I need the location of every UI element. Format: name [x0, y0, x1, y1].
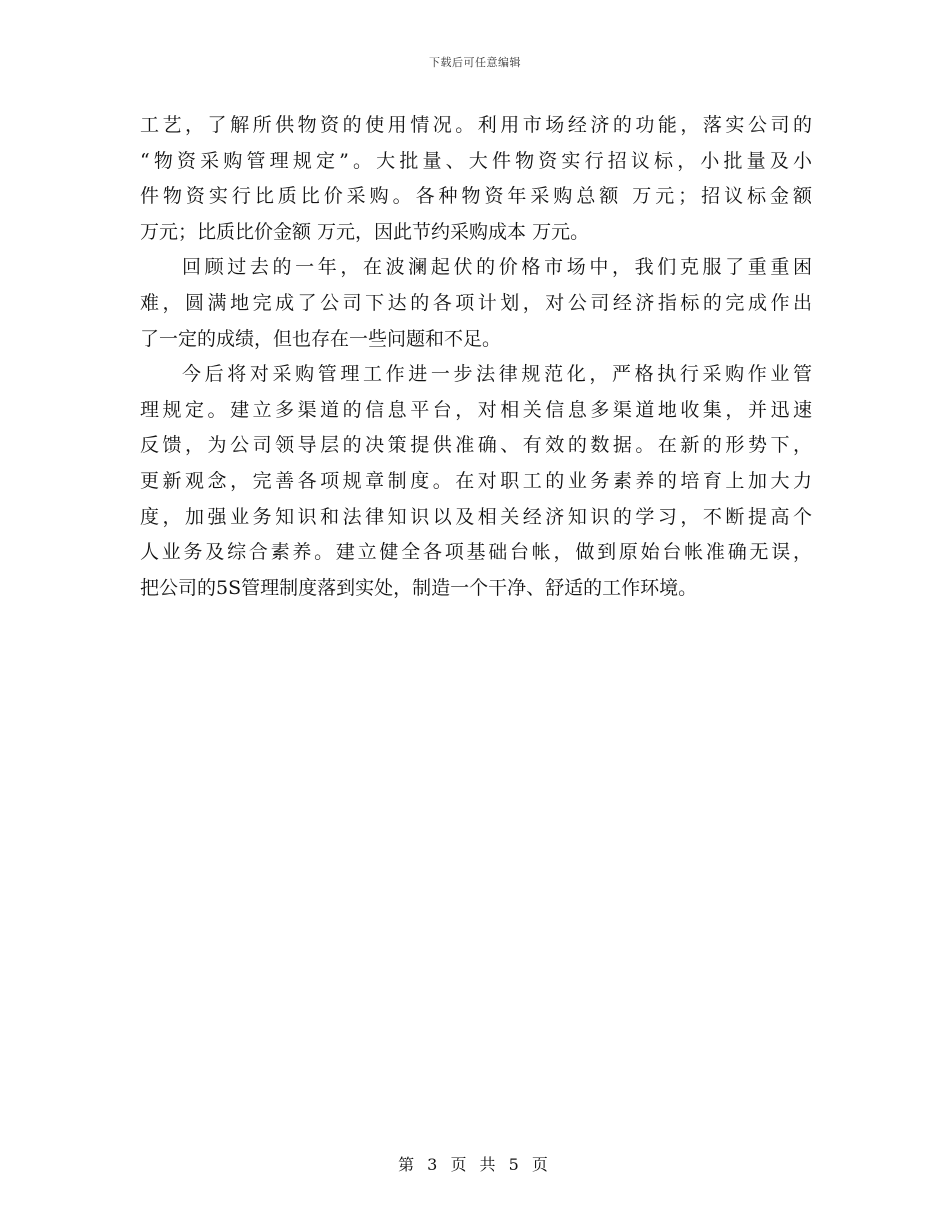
paragraph-1 [140, 108, 812, 250]
text-line: 度，加强业务知识和法律知识以及相关经济知识的学习，不断提高个 [140, 505, 812, 528]
text-line: 回顾过去的一年，在波澜起伏的价格市场中，我们克服了重重困 [182, 256, 812, 279]
text-line: 把公司的5S管理制度落到实处，制造一个干净、舒适的工作环境。 [140, 576, 698, 599]
paragraph-3 [140, 357, 812, 606]
page-number: 第 3 页 共 5 页 [398, 1155, 552, 1174]
text-line: 件物资实行比质比价采购。各种物资年采购总额 万元；招议标金额 [140, 185, 812, 208]
text-line: 了一定的成绩，但也存在一些问题和不足。 [140, 327, 502, 350]
text-line: 更新观念，完善各项规章制度。在对职工的业务素养的培育上加大力 [140, 469, 812, 492]
text-line: 反馈，为公司领导层的决策提供准确、有效的数据。在新的形势下， [140, 434, 812, 457]
text-line: 难，圆满地完成了公司下达的各项计划，对公司经济指标的完成作出 [140, 291, 812, 314]
paragraph-2 [140, 250, 812, 357]
page-header: 下载后可任意编辑 [429, 56, 521, 69]
document-body [140, 108, 812, 606]
text-line: 今后将对采购管理工作进一步法律规范化，严格执行采购作业管 [182, 363, 812, 386]
text-line: 工艺，了解所供物资的使用情况。利用市场经济的功能，落实公司的 [140, 114, 812, 136]
text-line: 人业务及综合素养。建立健全各项基础台帐，做到原始台帐准确无误， [140, 541, 812, 564]
text-line: “物资采购管理规定”。大批量、大件物资实行招议标，小批量及小 [140, 149, 812, 172]
text-line: 理规定。建立多渠道的信息平台，对相关信息多渠道地收集，并迅速 [140, 398, 812, 421]
text-line: 万元；比质比价金额 万元，因此节约采购成本 万元。 [140, 220, 590, 243]
